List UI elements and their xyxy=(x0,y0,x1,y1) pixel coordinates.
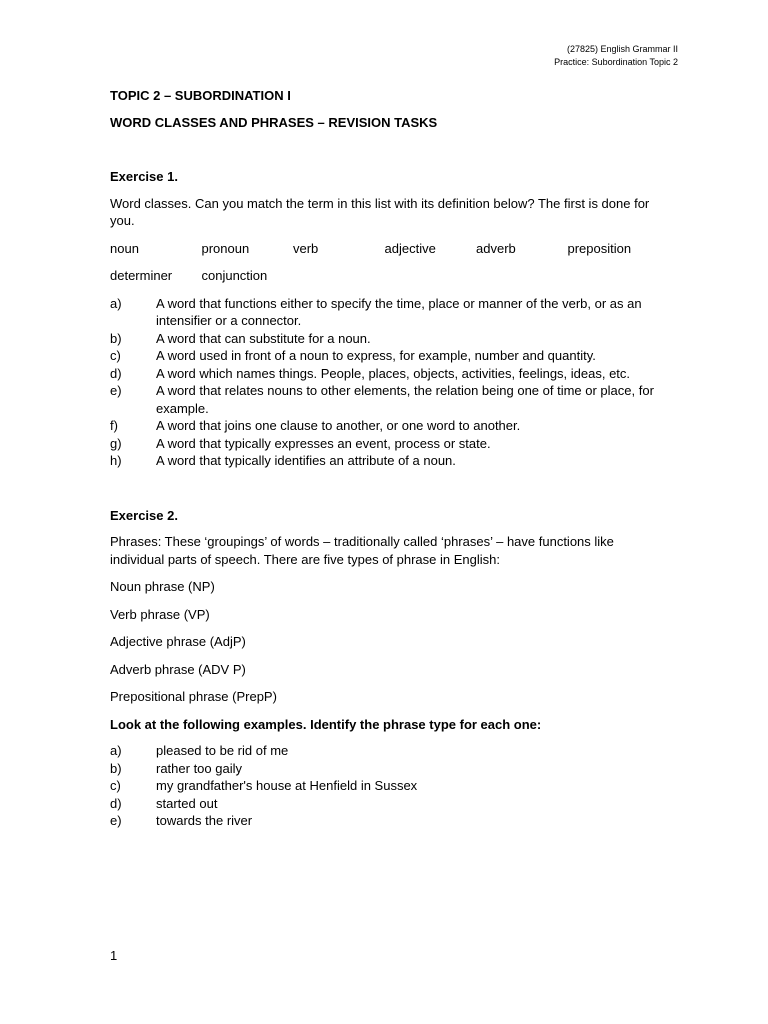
definition-text: A word that relates nouns to other elements, the relation being one of time or place, for example. xyxy=(156,383,654,416)
exercise-2-intro: Phrases: These ‘groupings’ of words – traditionally called ‘phrases’ – have functions like individual parts of speech. There are five types of phrase in English: xyxy=(110,534,614,567)
list-marker: g) xyxy=(110,435,122,451)
list-marker: d) xyxy=(110,365,122,381)
list-marker: e) xyxy=(110,813,122,828)
example-text: pleased to be rid of me xyxy=(156,743,289,758)
page-number: 1 xyxy=(110,948,118,963)
list-marker: f) xyxy=(110,418,118,433)
list-marker: a) xyxy=(110,743,122,758)
example-list xyxy=(110,742,670,830)
example-text: my grandfather's house at Henfield in Sussex xyxy=(156,778,418,793)
page-header xyxy=(554,43,678,68)
list-item xyxy=(110,330,670,348)
definition-text: A word that can substitute for a noun. xyxy=(156,330,371,346)
list-marker: b) xyxy=(110,760,122,776)
word-class-list-row-1 xyxy=(110,240,670,258)
word-class-term: noun xyxy=(110,240,139,256)
word-class-term: adjective xyxy=(384,240,436,256)
list-marker: d) xyxy=(110,795,122,811)
example-text: towards the river xyxy=(156,813,253,828)
word-class-term: verb xyxy=(293,240,319,256)
exercise-2-instruction: Look at the following examples. Identify the phrase type for each one: xyxy=(110,716,542,732)
list-marker: e) xyxy=(110,383,122,398)
list-item xyxy=(110,812,670,830)
definition-text: A word which names things. People, places, objects, activities, feelings, ideas, etc. xyxy=(156,365,631,381)
list-item xyxy=(110,452,670,470)
word-class-term: pronoun xyxy=(201,240,250,256)
topic-subtitle: WORD CLASSES AND PHRASES – REVISION TASKS xyxy=(110,114,438,130)
section-spacer xyxy=(110,470,670,507)
phrase-type: Verb phrase (VP) xyxy=(110,606,210,622)
definition-text: A word that typically identifies an attribute of a noun. xyxy=(156,453,456,468)
exercise-2 xyxy=(110,507,670,830)
topic-title: TOPIC 2 – SUBORDINATION I xyxy=(110,88,291,103)
list-item xyxy=(110,777,670,795)
word-class-term: preposition xyxy=(567,240,632,256)
list-marker: a) xyxy=(110,295,122,311)
exercise-2-heading: Exercise 2. xyxy=(110,507,178,523)
example-text: started out xyxy=(156,795,218,811)
definition-text: A word that typically expresses an event, process or state. xyxy=(156,435,491,451)
list-item xyxy=(110,417,670,435)
phrase-type: Noun phrase (NP) xyxy=(110,579,215,594)
exercise-1-heading: Exercise 1. xyxy=(110,169,178,184)
word-class-term: determiner xyxy=(110,268,173,283)
exercise-1-intro: Word classes. Can you match the term in this list with its definition below? The first is done for you. xyxy=(110,195,650,228)
list-marker: b) xyxy=(110,330,122,346)
list-item xyxy=(110,760,670,778)
word-class-list-row-2 xyxy=(110,267,670,285)
phrase-type: Prepositional phrase (PrepP) xyxy=(110,689,277,704)
header-course-line: (27825) English Grammar II xyxy=(566,44,678,54)
word-class-term: adverb xyxy=(476,240,516,256)
list-item xyxy=(110,295,670,330)
example-text: rather too gaily xyxy=(156,760,242,776)
exercise-1 xyxy=(110,168,670,470)
definition-text: A word used in front of a noun to express, for example, number and quantity. xyxy=(156,348,596,363)
list-item xyxy=(110,742,670,760)
list-item xyxy=(110,435,670,453)
list-item xyxy=(110,365,670,383)
phrase-type: Adverb phrase (ADV P) xyxy=(110,661,246,677)
list-item xyxy=(110,382,670,417)
list-item xyxy=(110,795,670,813)
list-item xyxy=(110,347,670,365)
word-class-term: conjunction xyxy=(201,268,268,283)
definition-list xyxy=(110,295,670,470)
header-practice-line: Practice: Subordination Topic 2 xyxy=(554,56,678,67)
definition-text: A word that joins one clause to another, or one word to another. xyxy=(156,418,521,433)
phrase-type: Adjective phrase (AdjP) xyxy=(110,634,246,649)
list-marker: c) xyxy=(110,348,121,363)
document-body xyxy=(110,87,670,830)
list-marker: h) xyxy=(110,453,122,468)
definition-text: A word that functions either to specify the time, place or manner of the verb, or as an intensifier or a connector. xyxy=(156,295,642,328)
list-marker: c) xyxy=(110,778,121,793)
